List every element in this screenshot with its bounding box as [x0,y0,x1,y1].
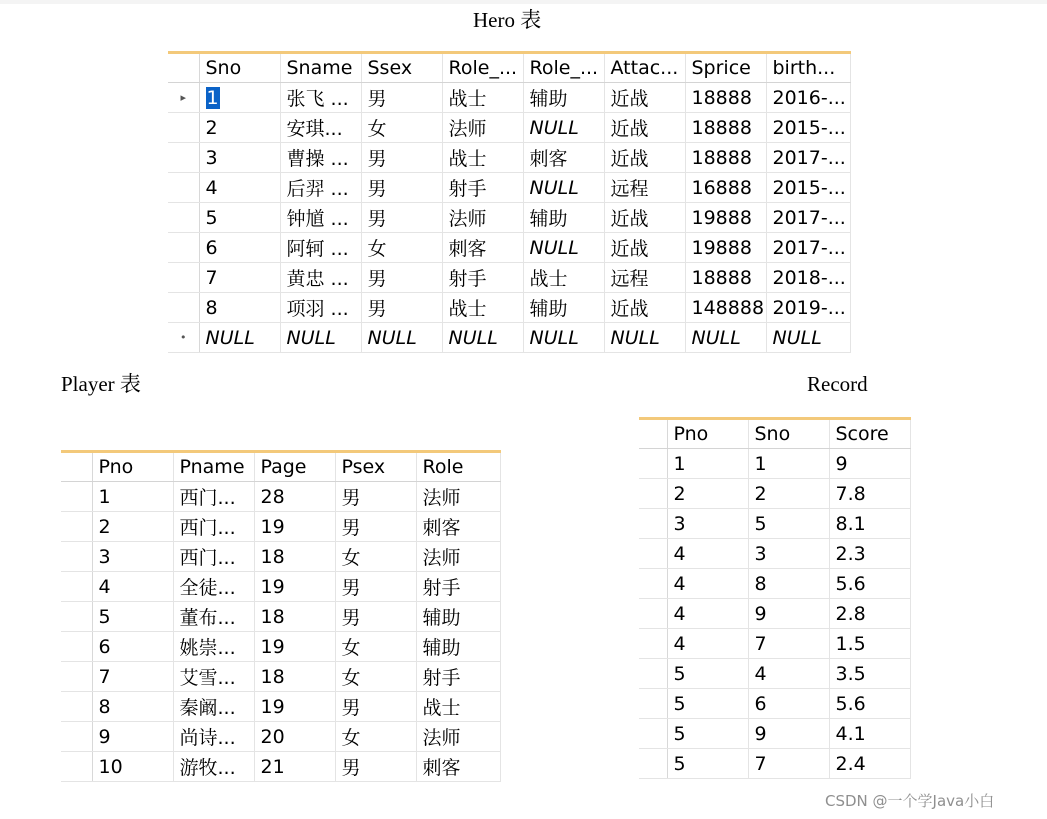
row-indicator[interactable] [168,233,199,263]
record-cell[interactable]: 9 [829,449,910,479]
record-table-row[interactable] [639,749,910,779]
hero-column-header[interactable]: Attac... [604,53,685,83]
player-cell[interactable]: 2 [92,512,173,542]
hero-table-row[interactable] [168,233,850,263]
player-cell[interactable]: 8 [92,692,173,722]
row-indicator[interactable] [639,749,667,779]
row-indicator[interactable] [639,599,667,629]
hero-table-row[interactable] [168,293,850,323]
row-indicator[interactable] [61,752,92,782]
record-cell[interactable]: 5 [667,689,748,719]
row-indicator[interactable] [61,512,92,542]
player-cell[interactable]: 全徒... [173,572,254,602]
record-table-row[interactable] [639,479,910,509]
hero-cell[interactable]: 2017-... [766,143,850,173]
record-cell[interactable]: 4 [667,569,748,599]
hero-cell[interactable]: 2019-... [766,293,850,323]
hero-header-row [168,53,850,83]
record-header-row [639,419,910,449]
hero-cell[interactable]: 19888 [685,203,766,233]
player-column-header[interactable]: Pname [173,452,254,482]
hero-table-row[interactable] [168,203,850,233]
player-cell[interactable]: 男 [335,482,416,512]
hero-cell[interactable]: 射手 [442,173,523,203]
player-cell[interactable]: 射手 [416,662,500,692]
player-table [61,450,501,782]
player-cell[interactable]: 男 [335,692,416,722]
hero-cell[interactable]: 辅助 [523,203,604,233]
hero-cell[interactable]: 战士 [523,263,604,293]
player-cell[interactable]: 秦阚... [173,692,254,722]
row-indicator[interactable] [168,173,199,203]
player-table-row[interactable] [61,752,500,782]
record-cell[interactable]: 4.1 [829,719,910,749]
player-header-row [61,452,500,482]
hero-cell[interactable]: NULL [280,323,361,353]
player-cell[interactable]: 18 [254,662,335,692]
record-cell[interactable]: 4 [667,539,748,569]
record-cell[interactable]: 2 [748,479,829,509]
player-cell[interactable]: 姚崇... [173,632,254,662]
row-indicator[interactable] [639,479,667,509]
hero-table-row[interactable] [168,263,850,293]
hero-cell[interactable]: 2017-... [766,233,850,263]
player-cell[interactable]: 1 [92,482,173,512]
player-table-row[interactable] [61,512,500,542]
row-indicator[interactable]: • [168,323,199,353]
record-table-row[interactable] [639,449,910,479]
hero-column-header[interactable]: Sname [280,53,361,83]
hero-cell[interactable]: 18888 [685,113,766,143]
hero-cell[interactable]: 4 [199,173,280,203]
player-cell[interactable]: 男 [335,572,416,602]
player-cell[interactable]: 18 [254,542,335,572]
hero-cell[interactable]: 远程 [604,263,685,293]
record-table-row[interactable] [639,629,910,659]
player-cell[interactable]: 女 [335,542,416,572]
record-cell[interactable]: 4 [667,629,748,659]
row-indicator[interactable] [61,632,92,662]
hero-cell[interactable]: 法师 [442,203,523,233]
hero-cell[interactable]: 刺客 [442,233,523,263]
hero-cell[interactable]: 安琪... [280,113,361,143]
record-cell[interactable]: 8 [748,569,829,599]
hero-cell[interactable]: 2017-... [766,203,850,233]
player-cell[interactable]: 男 [335,602,416,632]
hero-cell[interactable]: 男 [361,83,442,113]
row-indicator[interactable] [61,572,92,602]
row-indicator[interactable] [61,722,92,752]
hero-cell[interactable]: 后羿 ... [280,173,361,203]
player-cell[interactable]: 西门... [173,512,254,542]
hero-cell[interactable]: 19888 [685,233,766,263]
record-table-row[interactable] [639,659,910,689]
hero-cell[interactable]: 张飞 ... [280,83,361,113]
row-indicator[interactable] [168,293,199,323]
player-body [61,482,500,782]
player-cell[interactable]: 西门... [173,542,254,572]
row-indicator[interactable] [639,509,667,539]
row-indicator[interactable]: ▸ [168,83,199,113]
selected-cell-value[interactable]: 1 [206,86,219,109]
record-body [639,449,910,779]
player-column-header[interactable]: Page [254,452,335,482]
record-cell[interactable]: 2.4 [829,749,910,779]
hero-cell[interactable]: 战士 [442,143,523,173]
hero-table-row[interactable] [168,83,850,113]
player-cell[interactable]: 3 [92,542,173,572]
record-column-header[interactable]: Score [829,419,910,449]
row-indicator[interactable] [168,203,199,233]
player-cell[interactable]: 28 [254,482,335,512]
hero-cell[interactable]: 男 [361,293,442,323]
hero-row-indicator-header [168,53,199,83]
player-cell[interactable]: 法师 [416,482,500,512]
hero-cell[interactable]: 近战 [604,113,685,143]
player-cell[interactable]: 董布... [173,602,254,632]
player-cell[interactable]: 尚诗... [173,722,254,752]
hero-cell[interactable]: 女 [361,113,442,143]
record-table-row[interactable] [639,509,910,539]
record-cell[interactable]: 7 [748,749,829,779]
hero-cell[interactable]: 黄忠 ... [280,263,361,293]
hero-cell[interactable]: 阿轲 ... [280,233,361,263]
player-cell[interactable]: 20 [254,722,335,752]
row-indicator[interactable] [61,602,92,632]
hero-cell[interactable]: NULL [604,323,685,353]
hero-column-header[interactable]: Sprice [685,53,766,83]
hero-cell[interactable]: 男 [361,203,442,233]
watermark: CSDN @一个学Java小白 [825,792,995,810]
row-indicator[interactable] [639,629,667,659]
record-column-header[interactable]: Sno [748,419,829,449]
hero-cell[interactable]: NULL [523,173,604,203]
hero-cell[interactable]: 8 [199,293,280,323]
record-cell[interactable]: 3.5 [829,659,910,689]
record-cell[interactable]: 5 [667,659,748,689]
record-cell[interactable]: 2.3 [829,539,910,569]
record-cell[interactable]: 7.8 [829,479,910,509]
hero-cell[interactable]: 7 [199,263,280,293]
hero-cell[interactable]: 16888 [685,173,766,203]
record-cell[interactable]: 4 [748,659,829,689]
player-cell[interactable]: 西门... [173,482,254,512]
record-cell[interactable]: 2 [667,479,748,509]
record-cell[interactable]: 9 [748,599,829,629]
hero-cell[interactable]: NULL [685,323,766,353]
player-cell[interactable]: 男 [335,512,416,542]
record-cell[interactable]: 5 [748,509,829,539]
hero-cell[interactable]: 远程 [604,173,685,203]
hero-cell[interactable]: 法师 [442,113,523,143]
player-cell[interactable]: 5 [92,602,173,632]
record-cell[interactable]: 1 [748,449,829,479]
player-cell[interactable]: 19 [254,692,335,722]
hero-cell[interactable]: 18888 [685,143,766,173]
record-cell[interactable]: 2.8 [829,599,910,629]
player-cell[interactable]: 男 [335,752,416,782]
hero-column-header[interactable]: Ssex [361,53,442,83]
player-cell[interactable]: 辅助 [416,602,500,632]
player-cell[interactable]: 刺客 [416,512,500,542]
hero-cell[interactable]: 男 [361,143,442,173]
record-table-row[interactable] [639,719,910,749]
hero-cell[interactable]: 18888 [685,83,766,113]
hero-cell[interactable]: 18888 [685,263,766,293]
hero-cell[interactable]: 男 [361,173,442,203]
player-cell[interactable]: 9 [92,722,173,752]
player-cell[interactable]: 战士 [416,692,500,722]
player-cell[interactable]: 4 [92,572,173,602]
record-table-row[interactable] [639,689,910,719]
record-table [639,417,911,779]
player-table-caption: Player 表 [61,372,141,396]
player-cell[interactable]: 辅助 [416,632,500,662]
player-column-header[interactable]: Pno [92,452,173,482]
hero-cell[interactable] [199,83,280,113]
record-table-row[interactable] [639,539,910,569]
record-cell[interactable]: 3 [748,539,829,569]
hero-cell[interactable]: NULL [442,323,523,353]
player-table-row[interactable] [61,662,500,692]
record-cell[interactable]: 5 [667,719,748,749]
player-table-row[interactable] [61,602,500,632]
hero-cell[interactable]: 刺客 [523,143,604,173]
hero-cell[interactable]: 战士 [442,293,523,323]
hero-cell[interactable]: NULL [361,323,442,353]
player-cell[interactable]: 艾雪... [173,662,254,692]
row-indicator[interactable] [168,113,199,143]
hero-cell[interactable]: 战士 [442,83,523,113]
player-cell[interactable]: 6 [92,632,173,662]
hero-cell[interactable]: 曹操 ... [280,143,361,173]
player-cell[interactable]: 射手 [416,572,500,602]
hero-cell[interactable]: 148888 [685,293,766,323]
hero-column-header[interactable]: Role_... [523,53,604,83]
player-cell[interactable]: 10 [92,752,173,782]
hero-cell[interactable]: 近战 [604,83,685,113]
player-cell[interactable]: 法师 [416,722,500,752]
player-cell[interactable]: 女 [335,662,416,692]
record-cell[interactable]: 9 [748,719,829,749]
record-cell[interactable]: 1 [667,449,748,479]
record-cell[interactable]: 8.1 [829,509,910,539]
player-cell[interactable]: 19 [254,512,335,542]
row-indicator[interactable] [61,692,92,722]
hero-table-row[interactable] [168,173,850,203]
hero-cell[interactable]: 男 [361,263,442,293]
record-table-row[interactable] [639,599,910,629]
player-table-row[interactable] [61,692,500,722]
row-indicator[interactable] [61,482,92,512]
hero-cell[interactable]: 3 [199,143,280,173]
row-indicator[interactable] [639,569,667,599]
hero-column-header[interactable]: Sno [199,53,280,83]
player-cell[interactable]: 游牧... [173,752,254,782]
hero-cell[interactable]: 2018-... [766,263,850,293]
hero-table-caption: Hero 表 [473,8,542,32]
hero-table [168,51,851,353]
player-column-header[interactable]: Role [416,452,500,482]
row-indicator[interactable] [639,719,667,749]
hero-table-row[interactable] [168,113,850,143]
player-cell[interactable]: 7 [92,662,173,692]
hero-cell[interactable]: 近战 [604,233,685,263]
hero-column-header[interactable]: birth... [766,53,850,83]
row-indicator[interactable] [61,662,92,692]
hero-cell[interactable]: 辅助 [523,293,604,323]
row-indicator[interactable] [639,659,667,689]
hero-cell[interactable]: 女 [361,233,442,263]
player-table-row[interactable] [61,572,500,602]
record-cell[interactable]: 7 [748,629,829,659]
player-cell[interactable]: 19 [254,572,335,602]
record-column-header[interactable]: Pno [667,419,748,449]
record-cell[interactable]: 1.5 [829,629,910,659]
hero-cell[interactable]: NULL [199,323,280,353]
hero-cell[interactable]: 6 [199,233,280,263]
player-cell[interactable]: 女 [335,632,416,662]
player-cell[interactable]: 女 [335,722,416,752]
hero-cell[interactable]: 近战 [604,203,685,233]
hero-cell[interactable]: 5 [199,203,280,233]
row-indicator[interactable] [639,449,667,479]
hero-cell[interactable]: 2015-... [766,173,850,203]
hero-column-header[interactable]: Role_... [442,53,523,83]
hero-table-row[interactable] [168,143,850,173]
record-cell[interactable]: 3 [667,509,748,539]
hero-cell[interactable]: NULL [523,233,604,263]
row-indicator[interactable] [168,263,199,293]
player-column-header[interactable]: Psex [335,452,416,482]
player-table-row[interactable] [61,482,500,512]
hero-cell[interactable]: 2015-... [766,113,850,143]
record-cell[interactable]: 6 [748,689,829,719]
hero-cell[interactable]: 项羽 ... [280,293,361,323]
player-cell[interactable]: 法师 [416,542,500,572]
hero-cell[interactable]: 辅助 [523,83,604,113]
player-cell[interactable]: 21 [254,752,335,782]
row-indicator[interactable] [639,689,667,719]
player-table-row[interactable] [61,632,500,662]
hero-table-row[interactable] [168,323,850,353]
player-table-row[interactable] [61,542,500,572]
hero-cell[interactable]: 近战 [604,143,685,173]
row-indicator[interactable] [168,143,199,173]
row-indicator[interactable] [639,539,667,569]
hero-cell[interactable]: 2016-... [766,83,850,113]
row-indicator[interactable] [61,542,92,572]
record-row-indicator-header [639,419,667,449]
player-table-row[interactable] [61,722,500,752]
hero-cell[interactable]: 2 [199,113,280,143]
record-cell[interactable]: 4 [667,599,748,629]
top-divider [0,0,1047,4]
player-cell[interactable]: 刺客 [416,752,500,782]
record-cell[interactable]: 5.6 [829,689,910,719]
player-row-indicator-header [61,452,92,482]
record-table-row[interactable] [639,569,910,599]
record-table-caption: Record [807,372,868,396]
hero-body [168,83,850,353]
player-cell[interactable]: 19 [254,632,335,662]
hero-cell[interactable]: 钟馗 ... [280,203,361,233]
hero-cell[interactable]: NULL [523,113,604,143]
hero-cell[interactable]: NULL [766,323,850,353]
hero-cell[interactable]: 近战 [604,293,685,323]
record-cell[interactable]: 5.6 [829,569,910,599]
player-cell[interactable]: 18 [254,602,335,632]
hero-cell[interactable]: NULL [523,323,604,353]
record-cell[interactable]: 5 [667,749,748,779]
hero-cell[interactable]: 射手 [442,263,523,293]
